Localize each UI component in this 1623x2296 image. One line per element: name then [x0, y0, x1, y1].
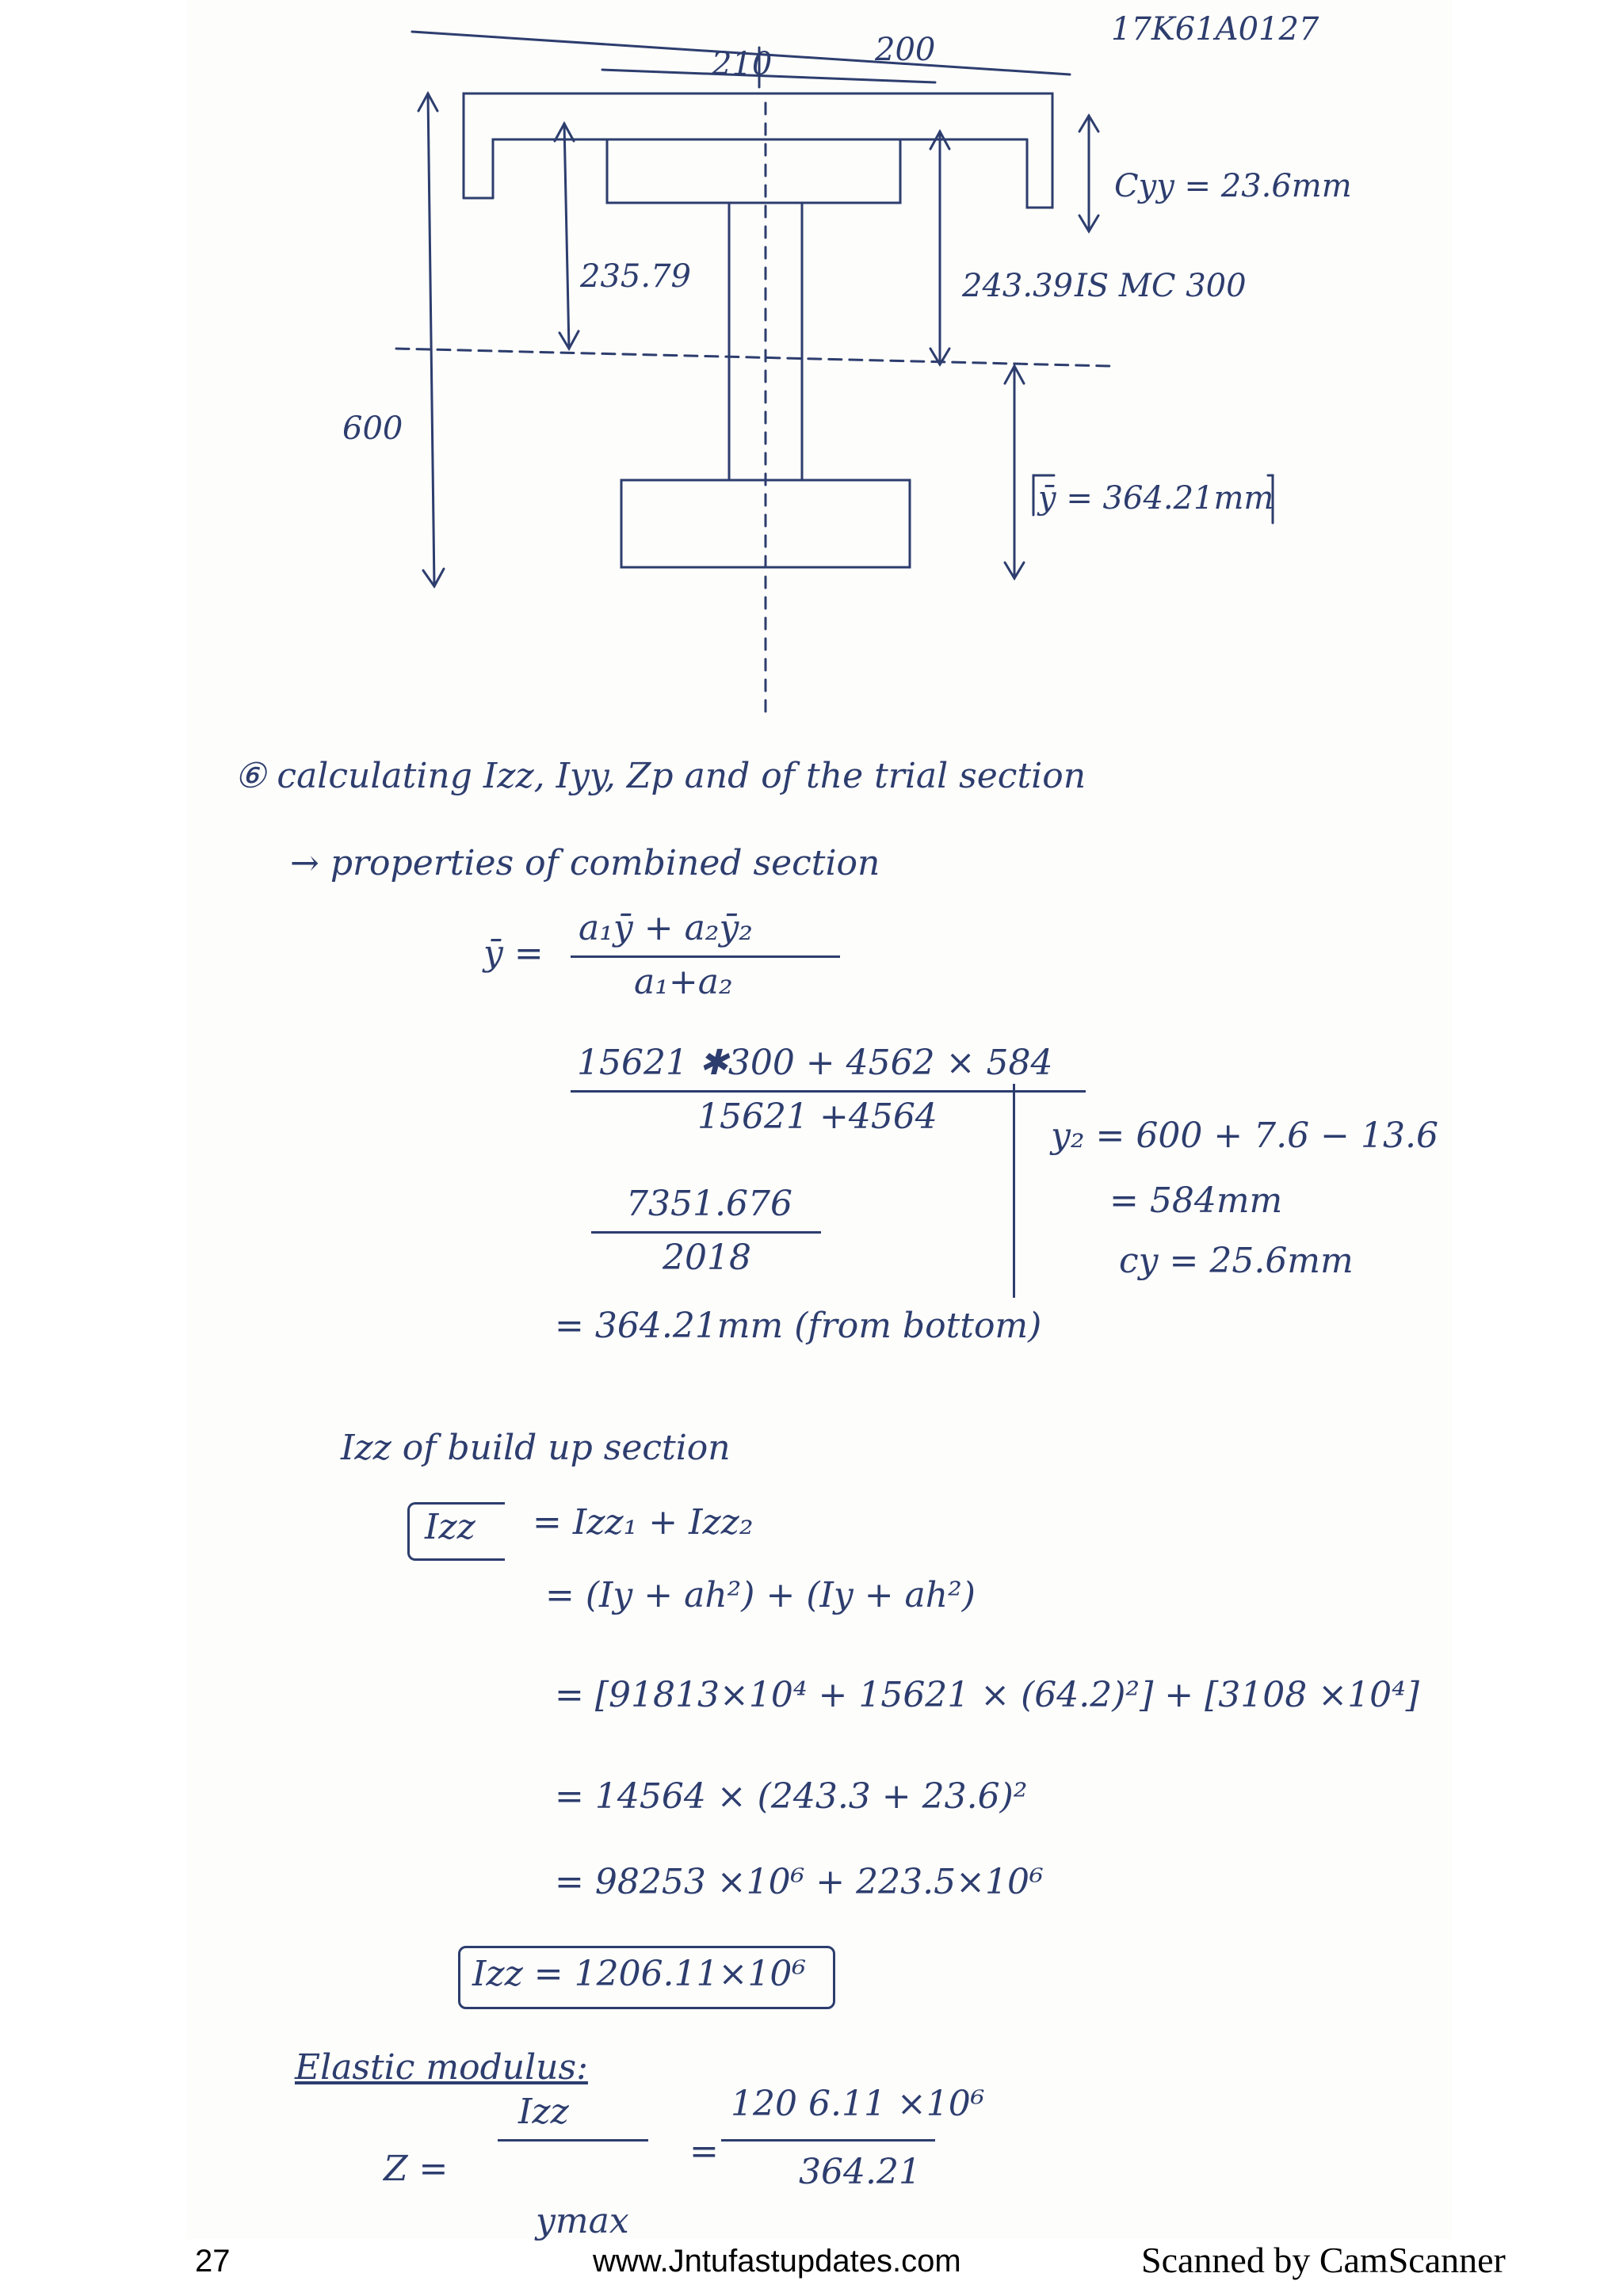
y2-line-2: = 584mm — [1109, 1180, 1283, 1221]
ybar-result: = 364.21mm (from bottom) — [555, 1306, 1042, 1346]
frac1-line — [498, 2139, 648, 2142]
roll-number: 17K61A0127 — [1111, 11, 1319, 48]
side-divider — [1013, 1084, 1015, 1298]
frac1-num: Izz — [518, 2092, 569, 2132]
dim-200: 200 — [875, 32, 936, 68]
frac2-num: 120 6.11 ×10⁶ — [731, 2084, 985, 2124]
calc-fraction-line — [571, 1090, 1086, 1093]
y2-line-3: cy = 25.6mm — [1119, 1241, 1354, 1281]
channel-outline — [464, 93, 1052, 208]
frac1-den: ymax — [536, 2201, 629, 2241]
calc-numerator-2: 7351.676 — [626, 1184, 792, 1224]
calc-fraction-line-2 — [591, 1231, 821, 1234]
dim-210: 210 — [712, 46, 773, 82]
izz-line3: = [91813×10⁴ + 15621 × (64.2)²] + [3108 ×10⁴] — [555, 1675, 1419, 1715]
frac2-line — [721, 2139, 935, 2142]
dim-243: 243.39 — [962, 268, 1073, 304]
dim-600: 600 — [342, 410, 403, 447]
izz-line1-rhs: = Izz₁ + Izz₂ — [533, 1502, 754, 1543]
scanner-credit: Scanned by CamScanner — [1141, 2240, 1506, 2280]
izz-line2: = (Iy + ah²) + (Iy + ah²) — [545, 1575, 976, 1615]
section-subtitle: → properties of combined section — [290, 843, 880, 883]
calc-numerator: 15621 ✱300 + 4562 × 584 — [577, 1043, 1053, 1083]
izz-line4: = 14564 × (243.3 + 23.6)² — [555, 1776, 1028, 1817]
ismc-label: IS MC 300 — [1075, 268, 1247, 304]
izz-line5: = 98253 ×10⁶ + 223.5×10⁶ — [555, 1862, 1044, 1902]
neutral-axis — [396, 349, 1109, 366]
dim-235: 235.79 — [580, 258, 691, 295]
ybar-lhs: ȳ = — [483, 933, 544, 974]
calc-denominator-2: 2018 — [663, 1238, 751, 1278]
izz-heading: Izz of build up section — [341, 1428, 731, 1468]
overall-height-dimension — [428, 93, 434, 586]
izz-line1-lhs: Izz — [425, 1507, 475, 1547]
ybar-label: ȳ = 364.21mm — [1038, 480, 1274, 517]
ybar-formula-line — [571, 955, 840, 958]
y2-line-1: y₂ = 600 + 7.6 − 13.6 — [1051, 1116, 1438, 1156]
izz-boxed-text: Izz = 1206.11×10⁶ — [472, 1954, 807, 1994]
website-link[interactable]: www.Jntufastupdates.com — [593, 2244, 961, 2279]
equals-sign: = — [689, 2131, 719, 2172]
calc-denominator: 15621 +4564 — [697, 1097, 938, 1137]
z-lhs: Z = — [384, 2149, 449, 2189]
ybar-formula-den: a₁+a₂ — [634, 962, 733, 1002]
i-section-top-flange — [607, 139, 900, 203]
page-number: 27 — [195, 2244, 231, 2279]
ybar-formula-num: a₁ȳ + a₂ȳ₂ — [579, 908, 753, 948]
frac2-den: 364.21 — [799, 2152, 921, 2192]
elastic-heading: Elastic modulus: — [295, 2047, 588, 2088]
section-diagram — [0, 0, 1623, 761]
cyy-label: Cyy = 23.6mm — [1114, 168, 1352, 204]
section-title: ⑥ calculating Izz, Iyy, Zp and of the trial section — [235, 756, 1086, 796]
